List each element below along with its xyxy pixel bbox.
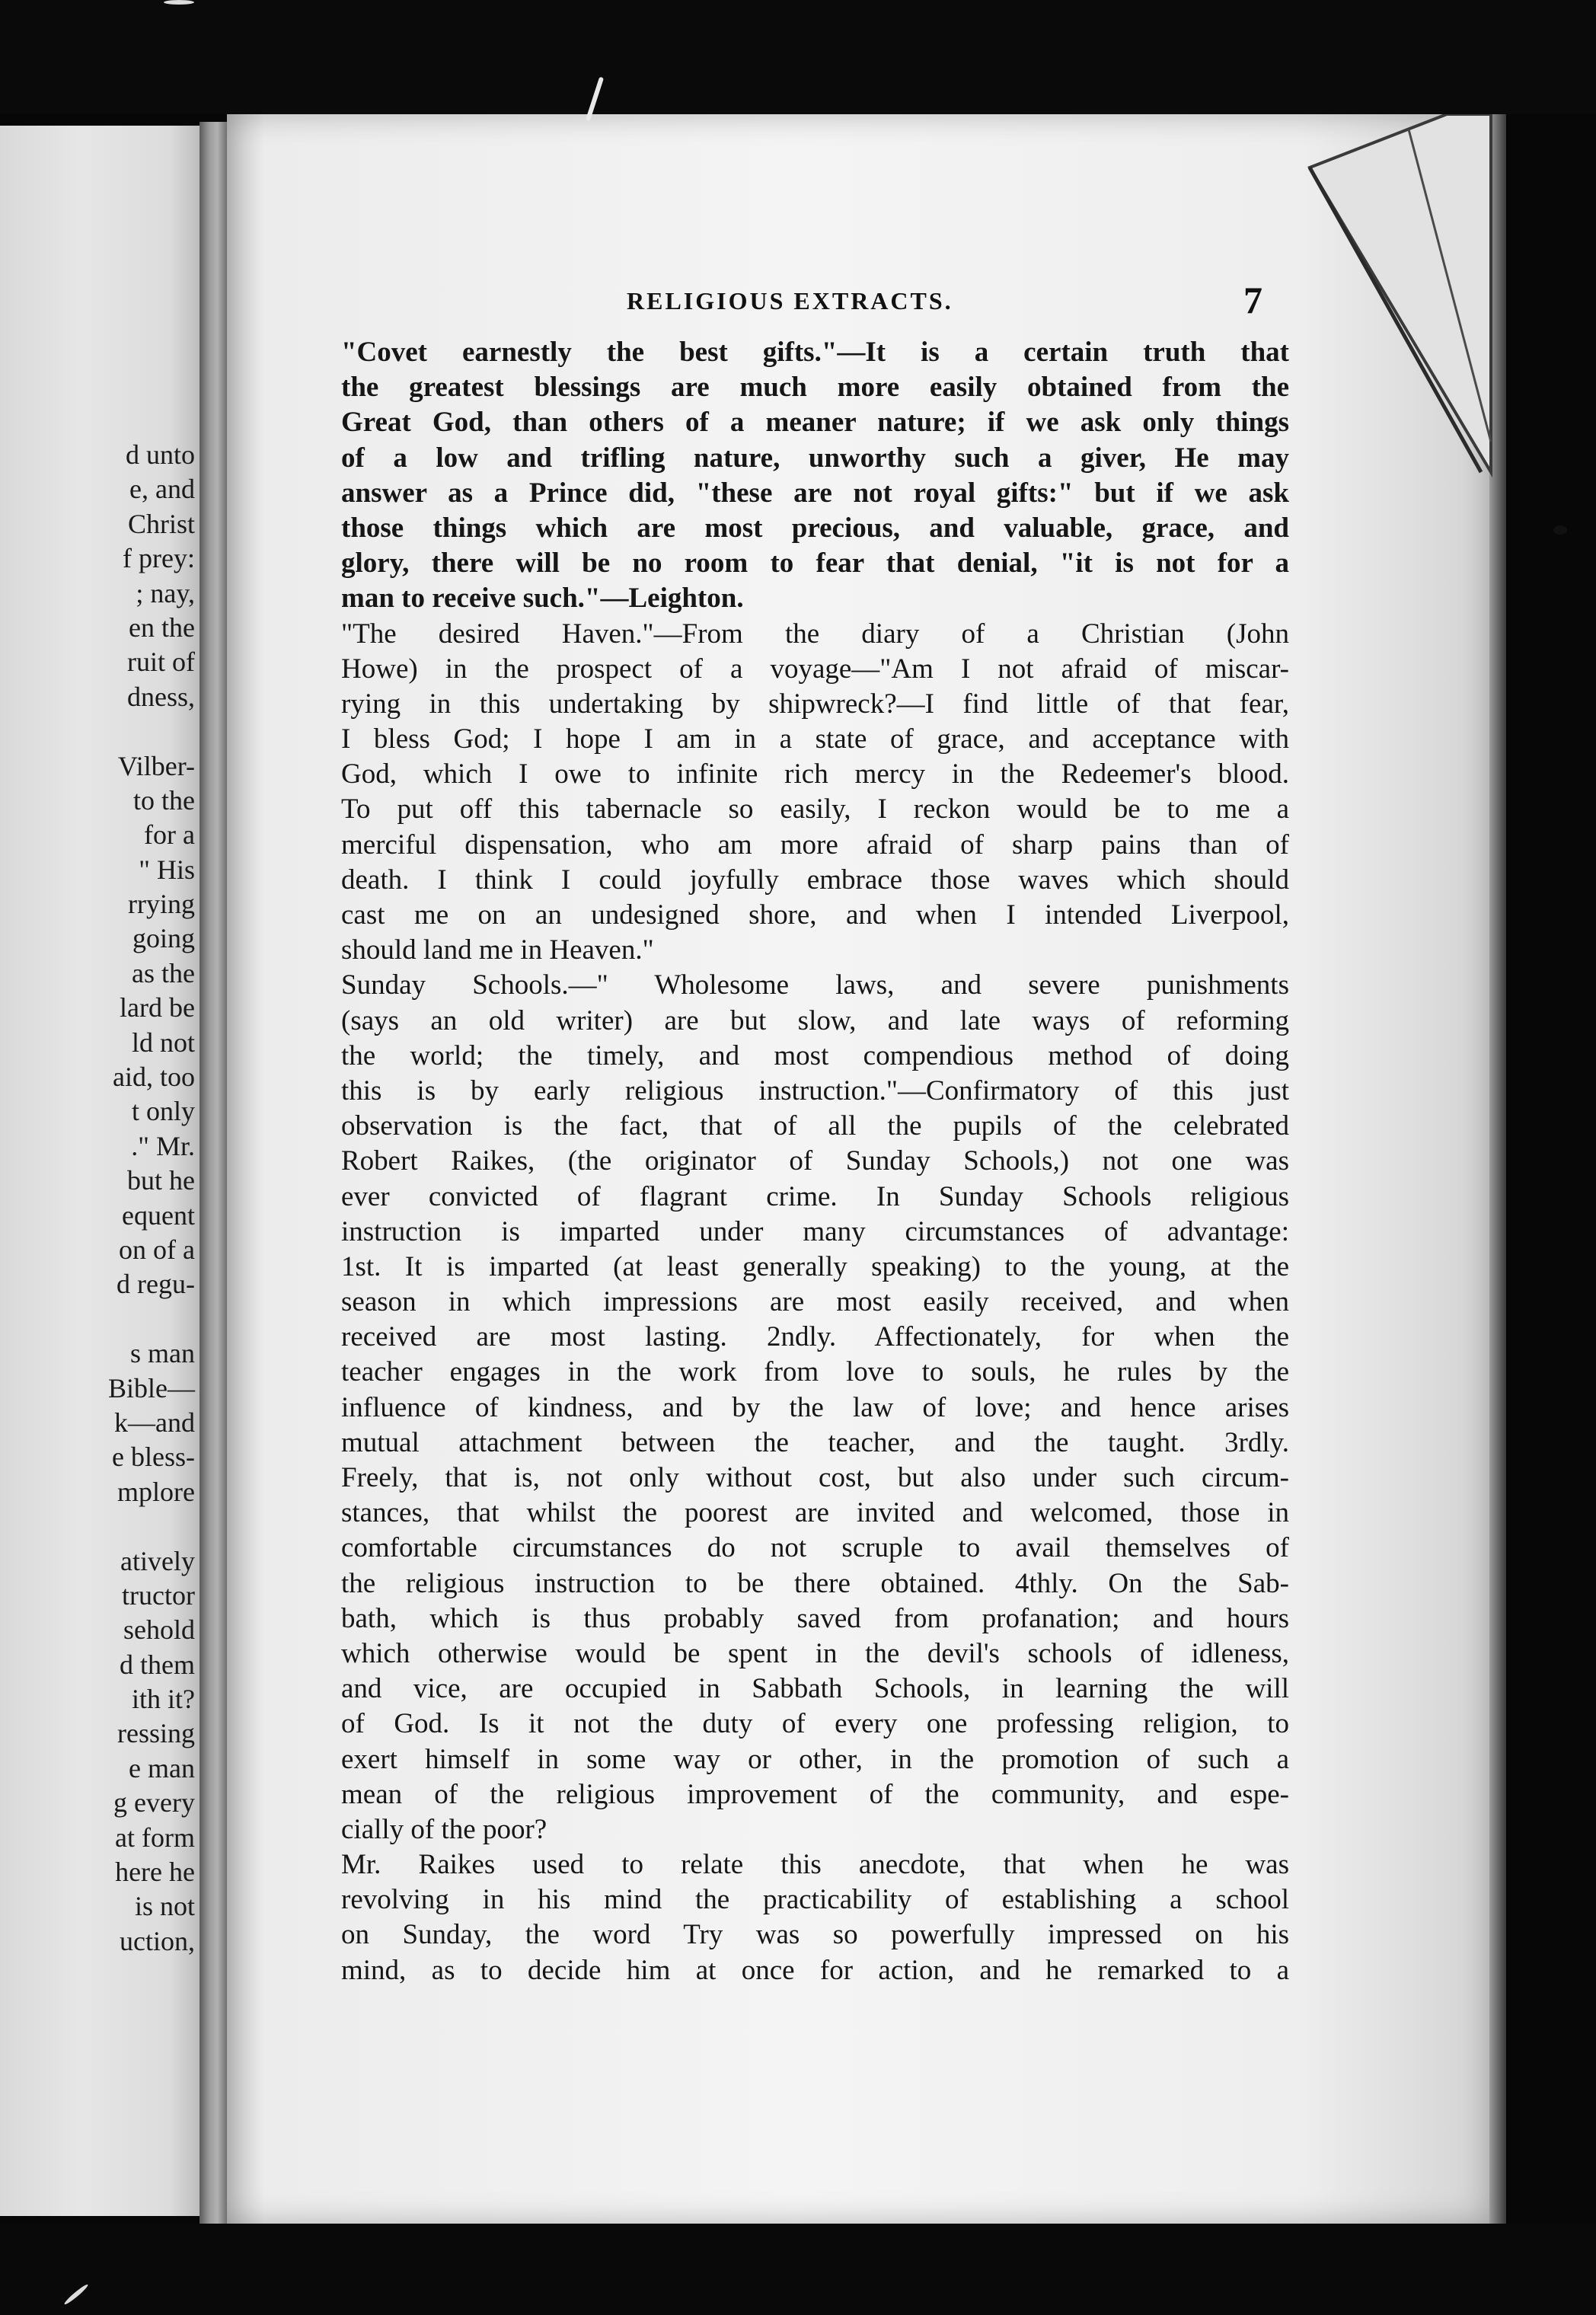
text-line: I bless God; I hope I am in a state of grace, and acceptance with bbox=[341, 723, 1289, 755]
page-number: 7 bbox=[1243, 279, 1262, 321]
page-body-text bbox=[341, 335, 1289, 1988]
left-line: to the bbox=[133, 784, 195, 816]
left-line: on of a bbox=[119, 1234, 195, 1265]
left-line: tructor bbox=[122, 1579, 195, 1611]
left-line: e, and bbox=[129, 474, 195, 505]
text-line: "The desired Haven."—From the diary of a Christian (John bbox=[341, 618, 1289, 650]
text-line: man to receive such."—Leighton. bbox=[341, 583, 744, 615]
text-line: and vice, are occupied in Sabbath Schools, in learning the will bbox=[341, 1673, 1289, 1705]
text-line: this is by early religious instruction."—Confirmatory of this just bbox=[341, 1074, 1289, 1106]
text-line: observation is the fact, that of all the pupils of the celebrated bbox=[341, 1110, 1289, 1142]
folded-corner bbox=[1294, 114, 1492, 510]
text-line: the greatest blessings are much more easily obtained from the bbox=[341, 372, 1289, 404]
text-line: cast me on an undesigned shore, and when I intended Liverpool, bbox=[341, 899, 1289, 931]
text-line: glory, there will be no room to fear that denial, "it is not for a bbox=[341, 548, 1289, 580]
text-line: received are most lasting. 2ndly. Affectionately, for when the bbox=[341, 1321, 1289, 1353]
scan-bottom-margin bbox=[0, 2224, 1596, 2315]
text-line: those things which are most precious, and valuable, grace, and bbox=[341, 512, 1289, 544]
text-line: revolving in his mind the practicability of establishing a school bbox=[341, 1884, 1289, 1916]
left-line: g every bbox=[113, 1787, 195, 1818]
text-line: Howe) in the prospect of a voyage—"Am I not afraid of miscar- bbox=[341, 653, 1289, 685]
left-line: Bible— bbox=[108, 1372, 195, 1403]
text-line: Great God, than others of a meaner nature; if we ask only things bbox=[341, 407, 1289, 439]
text-line: Sunday Schools.—" Wholesome laws, and severe punishments bbox=[341, 969, 1289, 1001]
text-line: comfortable circumstances do not scruple to avail themselves of bbox=[341, 1532, 1289, 1564]
text-line: bath, which is thus probably saved from profanation; and hours bbox=[341, 1602, 1289, 1634]
left-line: e bless- bbox=[112, 1442, 195, 1473]
left-line: mplore bbox=[117, 1476, 195, 1507]
left-line: Vilber- bbox=[117, 750, 195, 781]
left-line: for a bbox=[144, 819, 195, 851]
left-line: rrying bbox=[128, 889, 195, 920]
left-line: here he bbox=[115, 1857, 195, 1888]
left-line: aid, too bbox=[113, 1062, 195, 1093]
left-line: t only bbox=[131, 1096, 195, 1127]
left-line: " His bbox=[139, 854, 195, 885]
text-line: mind, as to decide him at once for action, and he remarked to a bbox=[341, 1954, 1289, 1986]
left-line: s man bbox=[130, 1338, 195, 1369]
left-line: equent bbox=[122, 1199, 195, 1231]
text-line: (says an old writer) are but slow, and late ways of reforming bbox=[341, 1004, 1289, 1036]
left-line: ruit of bbox=[127, 647, 195, 678]
left-line: at form bbox=[115, 1822, 195, 1853]
text-line: instruction is imparted under many circumstances of advantage: bbox=[341, 1215, 1289, 1247]
left-line: is not bbox=[134, 1891, 195, 1922]
scan-artifact bbox=[1553, 525, 1567, 535]
text-line: the world; the timely, and most compendious method of doing bbox=[341, 1039, 1289, 1071]
text-line: the religious instruction to be there obtained. 4thly. On the Sab- bbox=[341, 1567, 1289, 1599]
left-line: as the bbox=[132, 957, 195, 988]
text-line: merciful dispensation, who am more afraid of sharp pains than of bbox=[341, 829, 1289, 861]
paragraph-desired-haven bbox=[341, 617, 1289, 969]
text-line: season in which impressions are most easily received, and when bbox=[341, 1286, 1289, 1318]
left-line bbox=[0, 714, 195, 749]
text-line: influence of kindness, and by the law of love; and hence arises bbox=[341, 1391, 1289, 1423]
text-line: of God. Is it not the duty of every one professing religion, to bbox=[341, 1708, 1289, 1740]
text-line: ever convicted of flagrant crime. In Sunday Schools religious bbox=[341, 1180, 1289, 1212]
running-head: RELIGIOUS EXTRACTS. bbox=[627, 287, 953, 315]
left-line: going bbox=[132, 923, 195, 954]
left-line: d regu- bbox=[117, 1269, 195, 1300]
text-line: 1st. It is imparted (at least generally speaking) to the young, at the bbox=[341, 1250, 1289, 1282]
left-line: k—and bbox=[114, 1407, 195, 1438]
left-line: f prey: bbox=[123, 543, 195, 574]
left-line: d them bbox=[120, 1649, 195, 1680]
book-gutter bbox=[200, 122, 227, 2224]
paragraph-sunday-schools bbox=[341, 968, 1289, 1847]
left-line: ." Mr. bbox=[131, 1130, 195, 1161]
left-line bbox=[0, 1509, 195, 1544]
text-line: "Covet earnestly the best gifts."—It is a certain truth that bbox=[341, 337, 1289, 368]
text-line: death. I think I could joyfully embrace those waves which should bbox=[341, 864, 1289, 896]
text-line: Freely, that is, not only without cost, but also under such circum- bbox=[341, 1462, 1289, 1493]
left-line: ressing bbox=[117, 1718, 195, 1749]
left-line bbox=[0, 1302, 195, 1336]
left-line: ld not bbox=[131, 1027, 195, 1058]
left-line: ; nay, bbox=[136, 577, 195, 608]
text-line: cially of the poor? bbox=[341, 1813, 547, 1845]
text-line: of a low and trifling nature, unworthy such a giver, He may bbox=[341, 442, 1289, 474]
paragraph-raikes-anecdote bbox=[341, 1847, 1289, 1988]
left-line: ith it? bbox=[132, 1684, 195, 1715]
text-line: answer as a Prince did, "these are not royal gifts:" but if we ask bbox=[341, 477, 1289, 509]
left-page-text bbox=[0, 126, 195, 1959]
text-line: stances, that whilst the poorest are invited and welcomed, those in bbox=[341, 1497, 1289, 1529]
left-line: lard be bbox=[120, 992, 195, 1023]
left-line: dness, bbox=[127, 681, 195, 712]
left-facing-page bbox=[0, 126, 200, 2216]
left-line: e man bbox=[129, 1752, 195, 1783]
left-line: uction, bbox=[120, 1925, 195, 1956]
text-line: To put off this tabernacle so easily, I reckon would be to me a bbox=[341, 793, 1289, 825]
text-line: Mr. Raikes used to relate this anecdote, that when he was bbox=[341, 1849, 1289, 1881]
left-line: sehold bbox=[123, 1614, 195, 1646]
text-line: Robert Raikes, (the originator of Sunday Schools,) not one was bbox=[341, 1145, 1289, 1177]
left-line: atively bbox=[120, 1545, 195, 1576]
scan-top-margin bbox=[0, 0, 1596, 114]
text-line: teacher engages in the work from love to souls, he rules by the bbox=[341, 1356, 1289, 1388]
text-line: mean of the religious improvement of the community, and espe- bbox=[341, 1778, 1289, 1810]
text-line: should land me in Heaven." bbox=[341, 934, 654, 966]
text-line: which otherwise would be spent in the devil's schools of idleness, bbox=[341, 1637, 1289, 1669]
text-line: on Sunday, the word Try was so powerfully impressed on his bbox=[341, 1919, 1289, 1951]
left-line: en the bbox=[129, 611, 195, 643]
left-line: Christ bbox=[127, 508, 195, 539]
left-line: but he bbox=[127, 1165, 195, 1196]
text-line: rying in this undertaking by shipwreck?—I find little of that fear, bbox=[341, 688, 1289, 720]
text-line: God, which I owe to infinite rich mercy in the Redeemer's blood. bbox=[341, 758, 1289, 790]
paragraph-covet-earnestly bbox=[341, 335, 1289, 617]
text-line: mutual attachment between the teacher, and the taught. 3rdly. bbox=[341, 1426, 1289, 1458]
left-line: d unto bbox=[125, 439, 195, 470]
text-line: exert himself in some way or other, in the promotion of such a bbox=[341, 1743, 1289, 1775]
scan-artifact bbox=[164, 0, 194, 5]
